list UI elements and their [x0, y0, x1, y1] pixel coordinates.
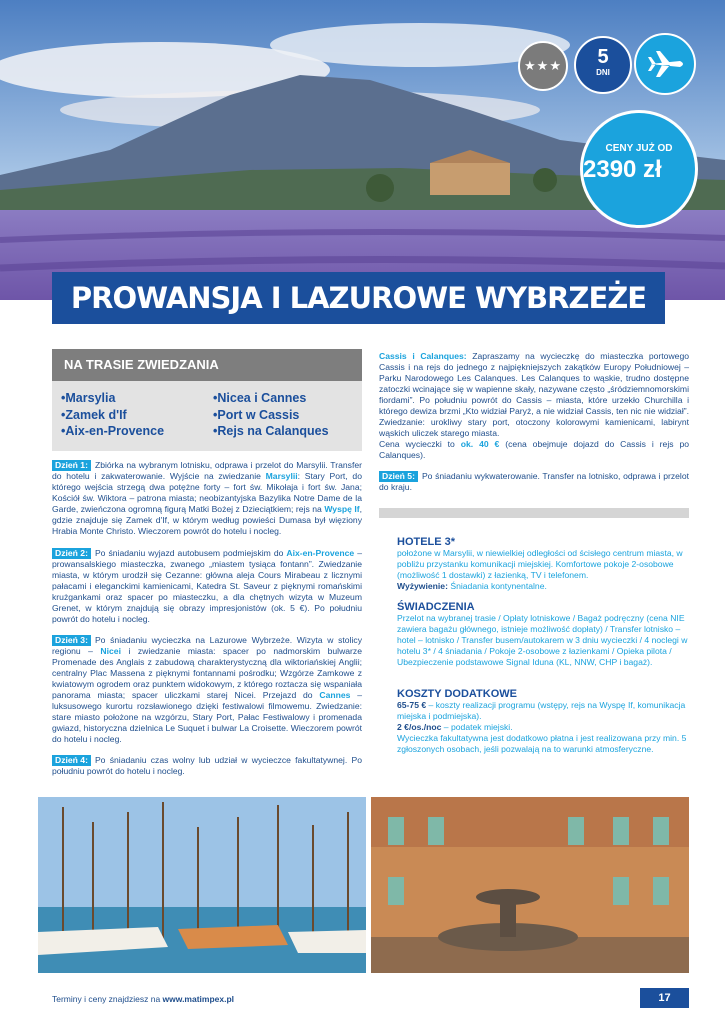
cost-desc: – koszty realizacji programu (wstępy, rejs na Wyspę If, komunikacja miejska i podmiejska).	[397, 700, 686, 721]
cost-note: Wycieczka fakultatywna jest dodatkowo płatna i jest realizowana przy min. 5 zgłoszonych osobach, jeśli pozwalają na to warunki atmosferyczne.	[397, 733, 687, 754]
hotel-text	[397, 548, 689, 592]
excursion-price: ok. 40 €	[460, 439, 500, 449]
footer-text	[52, 994, 234, 1004]
cost-amount: 65-75 €	[397, 700, 427, 710]
route-item: • Rejs na Calanques	[213, 423, 329, 440]
route-item: • Marsylia	[61, 390, 164, 407]
page-number: 17	[640, 988, 689, 1008]
excursion-text: Zapraszamy na wycieczkę do miasteczka portowego Cassis i na rejs do jednego z najpiękniejszych zakątków Europy Południowej – Parku Narodowego Les Calanques. Les Calanques to wąskie, trudno dostępne zatoczki wcinające się w wapienne skały, nazywane często „śródziemnomorskimi fiordami”. Po południu powrót do Cassis – miasta, które urzekło Churchilla i którego dewiza brzmi „Kto widział Paryż, a nie widział Cassis, ten nic nie widział”. Zwiedzanie: urokliwy stary port, otoczony kolorowymi kamienicami, labirynt wąskich uliczek starego miasta.	[379, 351, 689, 438]
cost-amount: 2 €/os./noc	[397, 722, 442, 732]
day-text: : Stary Port, do którego wejścia strzegą dwa potężne forty – fort św. Mikołaja i fort św. Jana; Kościół św. Wiktora – patrona miasta; neobizantyjska Bazylika Notre Dame de la Garde, zwieńczona ogromną figurą Matki Bożej z Dzieciątkiem; rejs na	[52, 471, 362, 514]
day-label: Dzień 3:	[52, 635, 91, 646]
plane-icon	[636, 35, 694, 93]
services-heading: ŚWIADCZENIA	[397, 601, 475, 613]
photo-strip	[38, 797, 689, 973]
day-text: , gdzie znajduje się Zamek d'If, w którym według powieści Dumasa był więziony Hrabia Monte Christo. Wieczorem powrót do hotelu i nocleg.	[52, 504, 363, 536]
place-link: Aix-en-Provence	[286, 548, 355, 558]
day-text: Po śniadaniu wycieczka na Lazurowe Wybrzeże. Wizyta w stolicy regionu –	[52, 635, 362, 656]
footer-link[interactable]: www.matimpex.pl	[162, 994, 235, 1004]
route-item: • Port w Cassis	[213, 407, 329, 424]
board-value: Śniadania kontynentalne.	[447, 581, 547, 591]
route-heading: NA TRASIE ZWIEDZANIA	[52, 349, 362, 381]
day-text: Zbiórka na wybranym lotnisku, odprawa i przelot do Marsylii. Transfer do hotelu i zakwaterowanie. Wyjście na zwiedzanie	[52, 460, 362, 481]
day-text: Po śniadaniu czas wolny lub udział w wycieczce fakultatywnej. Po południu powrót do hotelu i nocleg.	[52, 755, 362, 776]
title-banner	[52, 272, 665, 324]
page-title: PROWANSJA I LAZUROWE WYBRZEŻE	[70, 281, 647, 315]
route-item: • Nicea i Cannes	[213, 390, 329, 407]
place-link: Cannes	[319, 690, 351, 700]
day-3-text	[52, 635, 362, 745]
place-link: Marsylii	[265, 471, 298, 481]
services-section	[397, 601, 689, 668]
duration-number: 5	[597, 46, 609, 68]
costs-text	[397, 700, 689, 755]
divider	[379, 508, 689, 518]
excursion-title: Cassis i Calanques:	[379, 351, 467, 361]
price-badge	[580, 110, 698, 228]
hotel-description: położone w Marsylii, w niewielkiej odległości od ścisłego centrum miasta, w pobliżu przystanku komunikacji miejskiej. Komfortowe pokoje 2-osobowe (możliwość 1 dostawki) z łazienką, TV i telefonem.	[397, 548, 683, 580]
hotel-section	[397, 536, 689, 592]
place-link: Wyspę If	[324, 504, 360, 514]
route-item: • Aix-en-Provence	[61, 423, 164, 440]
price-value: 2390 zł	[583, 156, 662, 183]
day-label: Dzień 1:	[52, 460, 91, 471]
excursion-price-text: Cena wycieczki to	[379, 439, 461, 449]
price-label: CENY JUŻ OD	[605, 143, 673, 154]
day-label: Dzień 2:	[52, 548, 91, 559]
stars-icon: ★★★	[524, 58, 562, 73]
day-text: i zwiedzanie miasta: spacer po nadmorskim bulwarze Promenade des Anglais z zabudową charakterystyczną dla wiktoriańskiej Anglii; centralny Plac Massena z pięknymi fontannami pośrodku; Wzgórze Zamkowe z kwiatowym ogrodem oraz punktem widokowym, z którego roztacza się wspaniała panorama miasta; spacer uliczkami starej Nicei. Przejazd do	[52, 646, 362, 700]
route-item: • Zamek d'If	[61, 407, 164, 424]
route-column-1	[61, 390, 164, 440]
route-box	[52, 349, 362, 451]
day-label: Dzień 5:	[379, 471, 418, 482]
day-2-text	[52, 548, 362, 625]
hotel-heading: HOTELE 3*	[397, 536, 456, 548]
day-text: Po śniadaniu wyjazd autobusem podmiejskim do	[94, 548, 287, 558]
day-5-text	[379, 471, 689, 493]
duration-badge	[574, 36, 632, 94]
duration-unit: DNI	[596, 68, 610, 77]
route-column-2	[213, 390, 329, 440]
place-link: Nicei	[100, 646, 121, 656]
costs-section	[397, 688, 689, 755]
transport-badge	[634, 33, 696, 95]
day-text: Po śniadaniu wykwaterowanie. Transfer na lotnisko, odprawa i przelot do kraju.	[379, 471, 689, 492]
costs-heading: KOSZTY DODATKOWE	[397, 688, 517, 700]
day-label: Dzień 4:	[52, 755, 91, 766]
hotel-rating-badge	[518, 41, 568, 91]
cassis-text	[379, 351, 689, 461]
excursion-price-text: (cena obejmuje dojazd do Cassis i rejs po Calanques).	[379, 439, 690, 460]
day-4-text	[52, 755, 362, 777]
day-1-text	[52, 460, 362, 537]
footer-label: Terminy i ceny znajdziesz na	[52, 994, 163, 1004]
board-label: Wyżywienie:	[397, 581, 448, 591]
day-text: – luksusowego kurortu rozsławionego dzięki festiwalowi filmowemu. Zwiedzanie: stare miasto położone na wzgórzu, Stary Port, Pałac Festiwalowy i promenada gwiazd, historyczna dzielnica Le Suquet i bulwar La Croisette. Wieczorem powrót do hotelu i nocleg.	[52, 690, 362, 744]
day-text: – prowansalskiego miasteczka, zwanego „miastem tysiąca fontann”. Zwiedzanie miasta, w którym urodził się Cezanne: główna aleja Cours Mirabeau z licznymi pałacami i eleganckimi kamienicami, Katedra St. Saveur z pięknymi romańskimi krużgankami oraz spacer po miasteczku, a dla chętnych wizyta w Muzeum Grenet, w którym znajdują się obrazy impresjonistów (ok. 5 €). Po południu powrót do hotelu i nocleg.	[52, 548, 363, 624]
cost-desc: – podatek miejski.	[441, 722, 513, 732]
services-text: Przelot na wybranej trasie / Opłaty lotniskowe / Bagaż podręczny (cena NIE zawiera bagażu głównego, istnieje możliwość dopłaty) / Transfer lotnisko – hotel – lotnisko / Transfer busem/autokarem w 3 dniu wycieczki / 4 noclegi w hotelu 3* / 4 śniadania / Pokoje 2-osobowe z łazienkami / Opieka pilota / Ubezpieczenie podstawowe Signal Iduna (KL, NNW, CHP i bagaż).	[397, 613, 688, 667]
